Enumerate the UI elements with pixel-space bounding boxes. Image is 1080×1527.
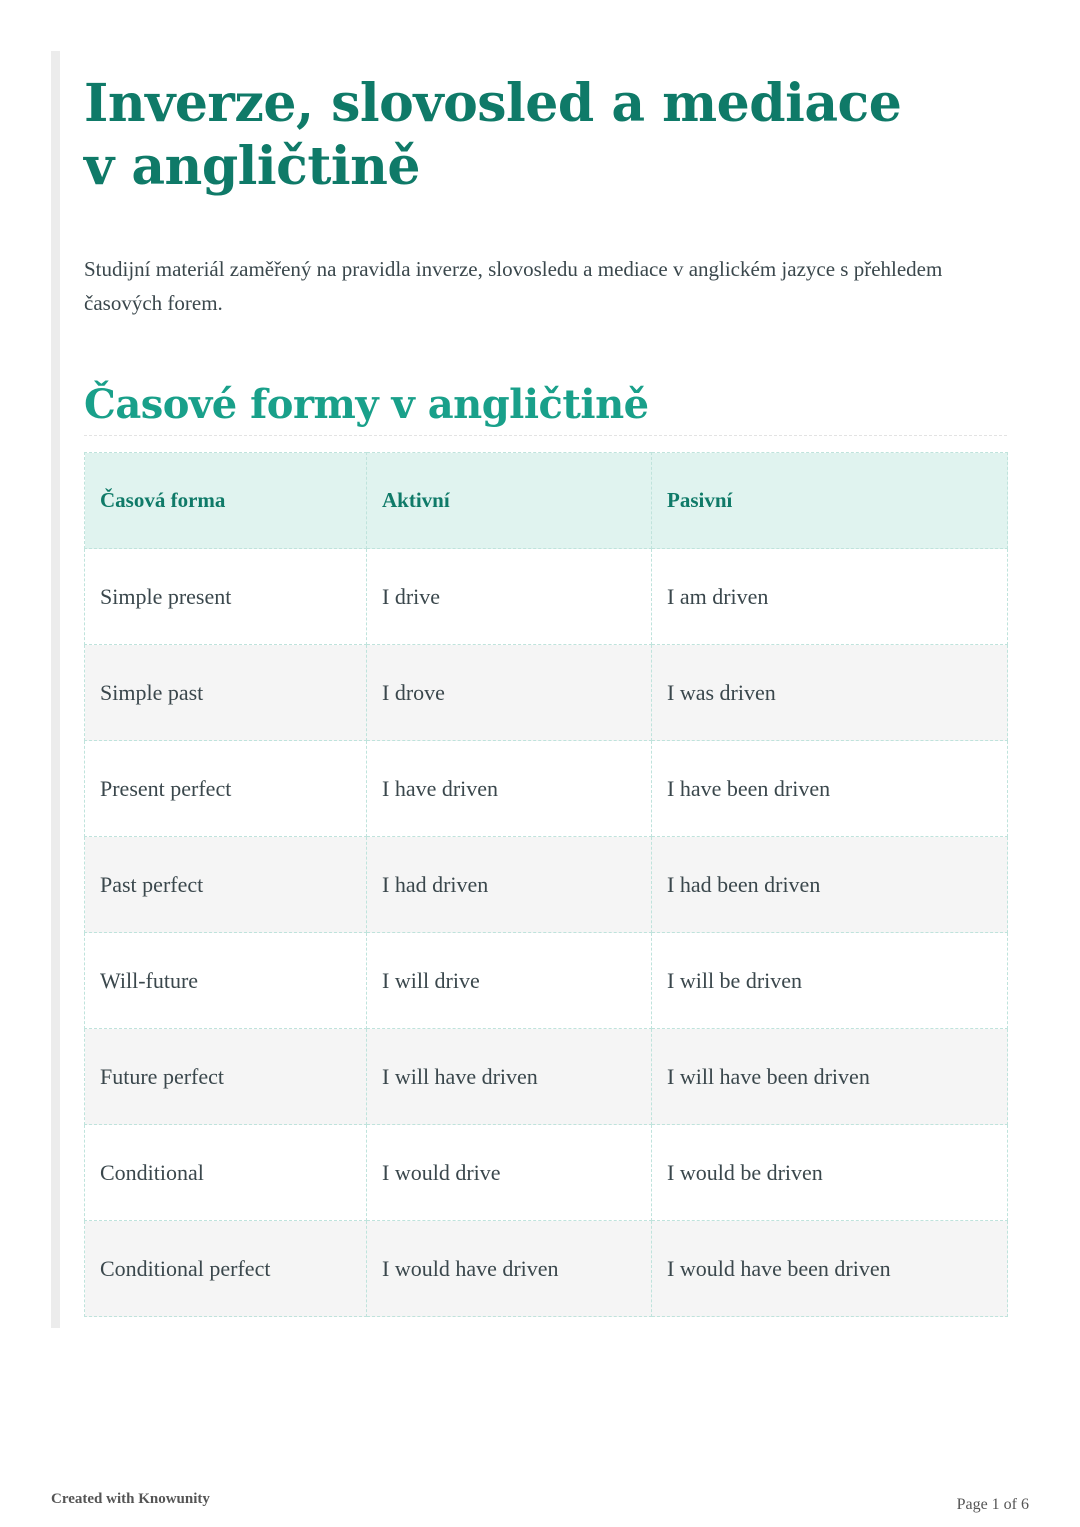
section-title: Časové formy v angličtině	[84, 381, 649, 428]
header-tense: Časová forma	[85, 453, 367, 549]
cell-tense: Present perfect	[85, 741, 367, 837]
table-row	[85, 1221, 1008, 1317]
cell-tense: Future perfect	[85, 1029, 367, 1125]
table-row	[85, 837, 1008, 933]
cell-passive: I would have been driven	[652, 1221, 1008, 1317]
header-active: Aktivní	[367, 453, 652, 549]
cell-active: I had driven	[367, 837, 652, 933]
header-passive: Pasivní	[652, 453, 1008, 549]
cell-passive: I was driven	[652, 645, 1008, 741]
cell-tense: Simple past	[85, 645, 367, 741]
cell-passive: I will be driven	[652, 933, 1008, 1029]
cell-active: I drive	[367, 549, 652, 645]
table-row	[85, 549, 1008, 645]
tense-table	[84, 452, 1008, 1317]
document-intro: Studijní materiál zaměřený na pravidla inverze, slovosledu a mediace v anglickém jazyce s přehledem časových forem.	[84, 257, 943, 315]
table-row	[85, 741, 1008, 837]
table-header-row	[85, 453, 1008, 549]
table-row	[85, 645, 1008, 741]
cell-tense: Simple present	[85, 549, 367, 645]
cell-passive: I am driven	[652, 549, 1008, 645]
cell-active: I will drive	[367, 933, 652, 1029]
cell-active: I drove	[367, 645, 652, 741]
cell-active: I would drive	[367, 1125, 652, 1221]
cell-active: I have driven	[367, 741, 652, 837]
cell-passive: I had been driven	[652, 837, 1008, 933]
footer-created-with: Created with Knowunity	[51, 1491, 210, 1507]
cell-passive: I have been driven	[652, 741, 1008, 837]
cell-tense: Will-future	[85, 933, 367, 1029]
table-row	[85, 933, 1008, 1029]
cell-passive: I would be driven	[652, 1125, 1008, 1221]
cell-active: I will have driven	[367, 1029, 652, 1125]
section-divider	[84, 435, 1007, 436]
table-row	[85, 1029, 1008, 1125]
cell-active: I would have driven	[367, 1221, 652, 1317]
cell-tense: Past perfect	[85, 837, 367, 933]
document-title: Inverze, slovosled a mediace v angličtině	[84, 73, 902, 197]
left-accent-bar	[51, 51, 60, 1328]
cell-passive: I will have been driven	[652, 1029, 1008, 1125]
cell-tense: Conditional	[85, 1125, 367, 1221]
table-row	[85, 1125, 1008, 1221]
footer-page-number: Page 1 of 6	[956, 1496, 1029, 1513]
cell-tense: Conditional perfect	[85, 1221, 367, 1317]
